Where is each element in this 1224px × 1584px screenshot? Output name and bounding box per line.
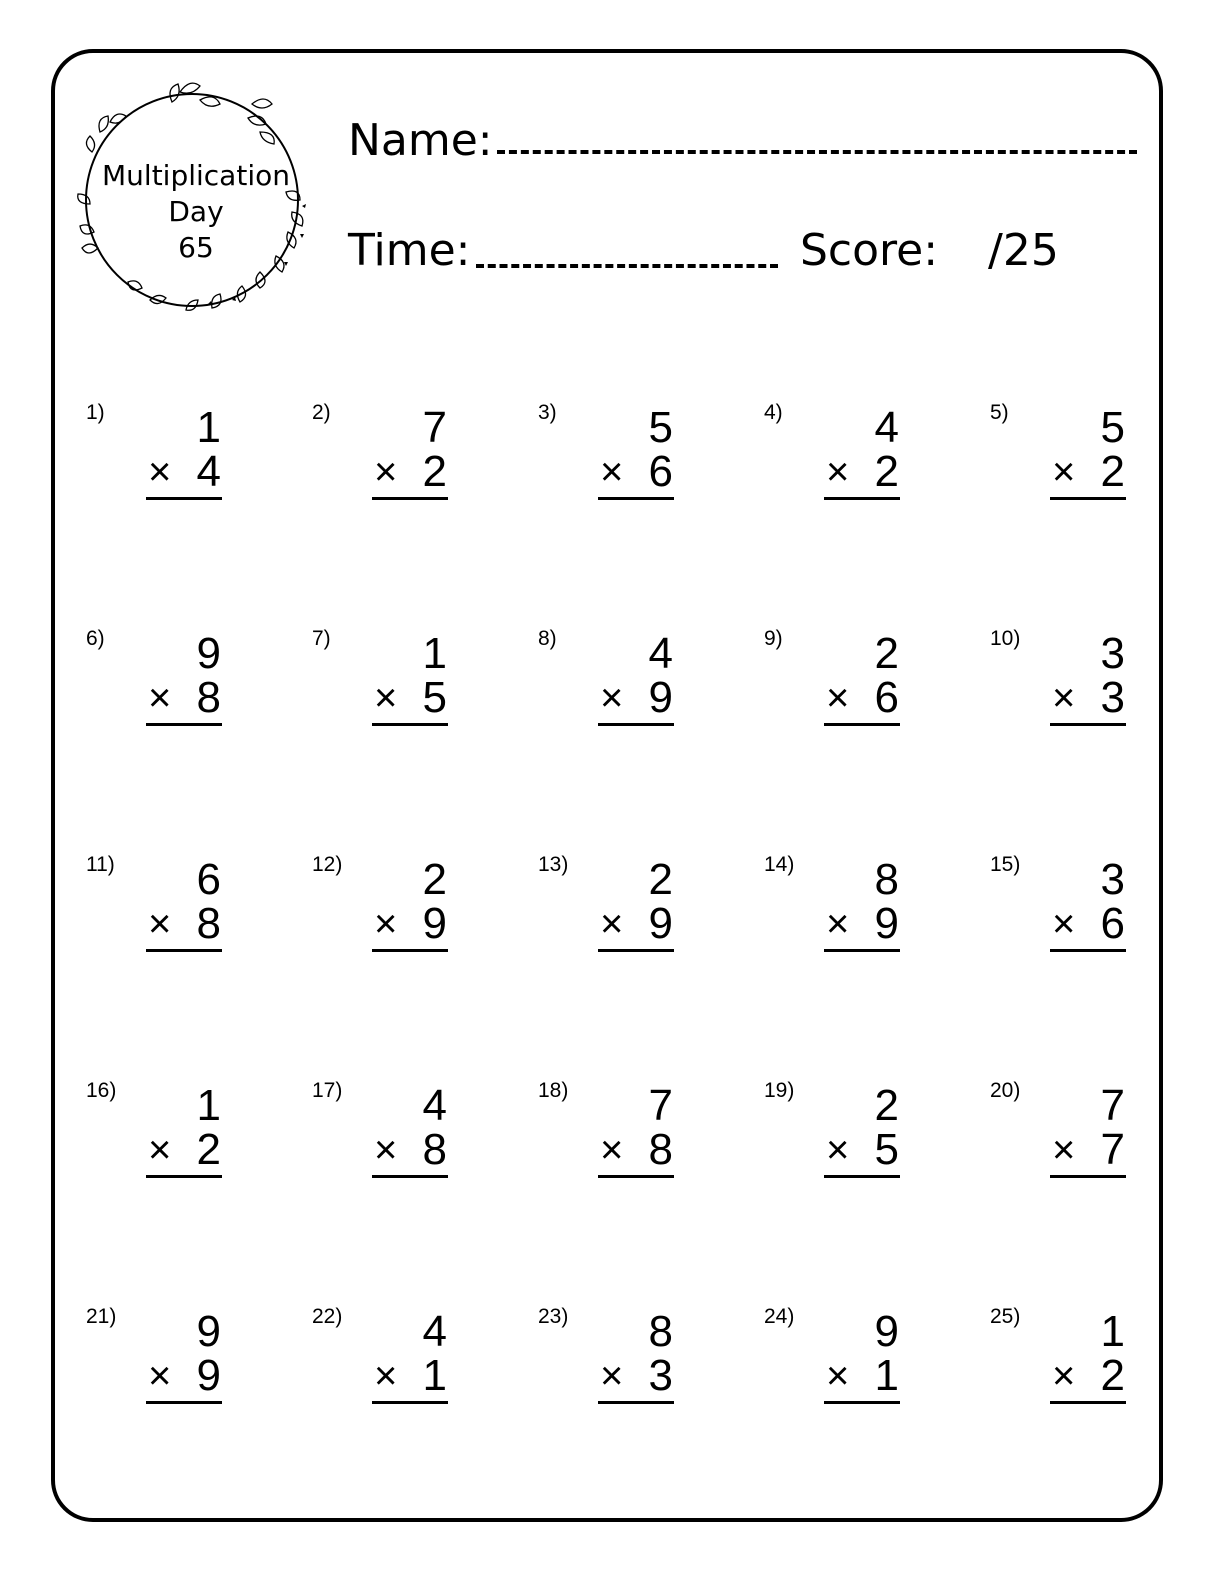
problem-number: 8) <box>538 627 557 650</box>
multiply-sign: × <box>374 676 398 720</box>
multiplier: 1 <box>874 1351 899 1400</box>
multiplier: 3 <box>1100 673 1125 722</box>
answer-line[interactable] <box>372 723 448 726</box>
answer-line[interactable] <box>598 1401 674 1404</box>
answer-line[interactable] <box>598 949 674 952</box>
multiplier: 6 <box>648 447 673 496</box>
problem-number: 18) <box>538 1079 569 1102</box>
multiplicand: 2 <box>874 1081 899 1130</box>
multiplier: 7 <box>1100 1125 1125 1174</box>
multiplicand: 8 <box>874 855 899 904</box>
multiplier: 9 <box>648 899 673 948</box>
problem-number: 7) <box>312 627 331 650</box>
problem-number: 17) <box>312 1079 343 1102</box>
answer-line[interactable] <box>824 1175 900 1178</box>
answer-line[interactable] <box>1050 497 1126 500</box>
multiplier: 4 <box>196 447 221 496</box>
problem-number: 16) <box>86 1079 117 1102</box>
multiplier: 1 <box>422 1351 447 1400</box>
badge-title: Multiplication <box>102 159 290 192</box>
multiplicand: 1 <box>1100 1307 1125 1356</box>
problem-item <box>538 852 758 972</box>
answer-line[interactable] <box>824 949 900 952</box>
answer-line[interactable] <box>146 723 222 726</box>
multiply-sign: × <box>1052 450 1076 494</box>
problem-item <box>86 1078 306 1198</box>
score-total: /25 <box>988 225 1059 276</box>
problem-item <box>764 1304 984 1424</box>
multiplicand: 1 <box>422 629 447 678</box>
multiplicand: 1 <box>196 1081 221 1130</box>
multiplicand: 5 <box>1100 403 1125 452</box>
multiplier: 2 <box>1100 1351 1125 1400</box>
problem-number: 12) <box>312 853 343 876</box>
answer-line[interactable] <box>1050 1175 1126 1178</box>
badge-day: Day <box>168 195 224 228</box>
multiplier: 8 <box>422 1125 447 1174</box>
multiply-sign: × <box>600 676 624 720</box>
multiplicand: 8 <box>648 1307 673 1356</box>
problem-item <box>312 1078 532 1198</box>
problem-item <box>990 1078 1210 1198</box>
answer-line[interactable] <box>1050 949 1126 952</box>
problem-item <box>86 1304 306 1424</box>
problem-number: 9) <box>764 627 783 650</box>
problem-item <box>312 626 532 746</box>
problem-item <box>990 400 1210 520</box>
problem-item <box>990 1304 1210 1424</box>
multiplicand: 4 <box>422 1081 447 1130</box>
multiplicand: 9 <box>874 1307 899 1356</box>
multiplier: 8 <box>648 1125 673 1174</box>
answer-line[interactable] <box>598 1175 674 1178</box>
multiplicand: 5 <box>648 403 673 452</box>
multiply-sign: × <box>374 1128 398 1172</box>
problem-item <box>990 626 1210 746</box>
problem-number: 21) <box>86 1305 117 1328</box>
multiplicand: 3 <box>1100 629 1125 678</box>
name-label: Name: <box>348 115 493 166</box>
multiplier: 9 <box>422 899 447 948</box>
answer-line[interactable] <box>146 1401 222 1404</box>
answer-line[interactable] <box>146 497 222 500</box>
multiply-sign: × <box>826 1128 850 1172</box>
answer-line[interactable] <box>824 723 900 726</box>
multiplicand: 9 <box>196 1307 221 1356</box>
problem-item <box>312 852 532 972</box>
multiplier: 6 <box>874 673 899 722</box>
problem-item <box>764 852 984 972</box>
problem-number: 25) <box>990 1305 1021 1328</box>
multiply-sign: × <box>148 676 172 720</box>
problem-number: 6) <box>86 627 105 650</box>
multiply-sign: × <box>600 1128 624 1172</box>
multiplicand: 4 <box>648 629 673 678</box>
multiplicand: 2 <box>422 855 447 904</box>
problem-number: 3) <box>538 401 557 424</box>
problem-number: 2) <box>312 401 331 424</box>
multiply-sign: × <box>148 450 172 494</box>
multiplicand: 1 <box>196 403 221 452</box>
multiply-sign: × <box>1052 1354 1076 1398</box>
time-label: Time: <box>348 225 471 276</box>
multiplicand: 2 <box>874 629 899 678</box>
answer-line[interactable] <box>372 497 448 500</box>
multiply-sign: × <box>600 450 624 494</box>
multiplicand: 7 <box>1100 1081 1125 1130</box>
problem-number: 19) <box>764 1079 795 1102</box>
multiplier: 3 <box>648 1351 673 1400</box>
problem-item <box>538 1078 758 1198</box>
problem-number: 22) <box>312 1305 343 1328</box>
multiplicand: 9 <box>196 629 221 678</box>
problem-item <box>86 400 306 520</box>
problem-item <box>764 626 984 746</box>
multiplier: 9 <box>648 673 673 722</box>
problem-number: 14) <box>764 853 795 876</box>
multiply-sign: × <box>148 1128 172 1172</box>
answer-line[interactable] <box>598 497 674 500</box>
problem-number: 4) <box>764 401 783 424</box>
multiplicand: 2 <box>648 855 673 904</box>
multiply-sign: × <box>1052 1128 1076 1172</box>
multiply-sign: × <box>600 1354 624 1398</box>
multiplier: 8 <box>196 899 221 948</box>
answer-line[interactable] <box>824 1401 900 1404</box>
multiplier: 8 <box>196 673 221 722</box>
multiply-sign: × <box>148 1354 172 1398</box>
problem-number: 1) <box>86 401 105 424</box>
multiplicand: 4 <box>874 403 899 452</box>
multiplier: 2 <box>422 447 447 496</box>
problem-item <box>538 400 758 520</box>
multiply-sign: × <box>148 902 172 946</box>
multiply-sign: × <box>1052 902 1076 946</box>
multiplicand: 6 <box>196 855 221 904</box>
multiplier: 2 <box>1100 447 1125 496</box>
multiply-sign: × <box>826 1354 850 1398</box>
answer-line[interactable] <box>372 1401 448 1404</box>
multiplier: 5 <box>422 673 447 722</box>
badge-number: 65 <box>178 231 214 264</box>
answer-line[interactable] <box>372 949 448 952</box>
problem-item <box>86 626 306 746</box>
problem-item <box>312 1304 532 1424</box>
score-label: Score: <box>800 225 939 276</box>
multiplicand: 3 <box>1100 855 1125 904</box>
problem-number: 23) <box>538 1305 569 1328</box>
problem-number: 24) <box>764 1305 795 1328</box>
multiplier: 2 <box>874 447 899 496</box>
multiply-sign: × <box>1052 676 1076 720</box>
answer-line[interactable] <box>598 723 674 726</box>
problem-item <box>990 852 1210 972</box>
multiplicand: 7 <box>422 403 447 452</box>
answer-line[interactable] <box>1050 1401 1126 1404</box>
problem-item <box>764 400 984 520</box>
multiplier: 6 <box>1100 899 1125 948</box>
multiply-sign: × <box>826 450 850 494</box>
multiply-sign: × <box>826 902 850 946</box>
answer-line[interactable] <box>146 1175 222 1178</box>
answer-line[interactable] <box>146 949 222 952</box>
multiplicand: 7 <box>648 1081 673 1130</box>
multiplier: 9 <box>196 1351 221 1400</box>
multiply-sign: × <box>374 902 398 946</box>
multiply-sign: × <box>374 1354 398 1398</box>
multiplier: 9 <box>874 899 899 948</box>
answer-line[interactable] <box>824 497 900 500</box>
problem-number: 20) <box>990 1079 1021 1102</box>
multiply-sign: × <box>374 450 398 494</box>
problem-number: 5) <box>990 401 1009 424</box>
problem-item <box>86 852 306 972</box>
answer-line[interactable] <box>372 1175 448 1178</box>
problem-number: 13) <box>538 853 569 876</box>
problem-item <box>312 400 532 520</box>
problem-number: 15) <box>990 853 1021 876</box>
multiplier: 2 <box>196 1125 221 1174</box>
problem-number: 10) <box>990 627 1021 650</box>
multiplier: 5 <box>874 1125 899 1174</box>
answer-line[interactable] <box>1050 723 1126 726</box>
multiply-sign: × <box>826 676 850 720</box>
problem-item <box>538 1304 758 1424</box>
problem-number: 11) <box>86 853 115 876</box>
multiplicand: 4 <box>422 1307 447 1356</box>
problem-item <box>764 1078 984 1198</box>
multiply-sign: × <box>600 902 624 946</box>
problem-item <box>538 626 758 746</box>
